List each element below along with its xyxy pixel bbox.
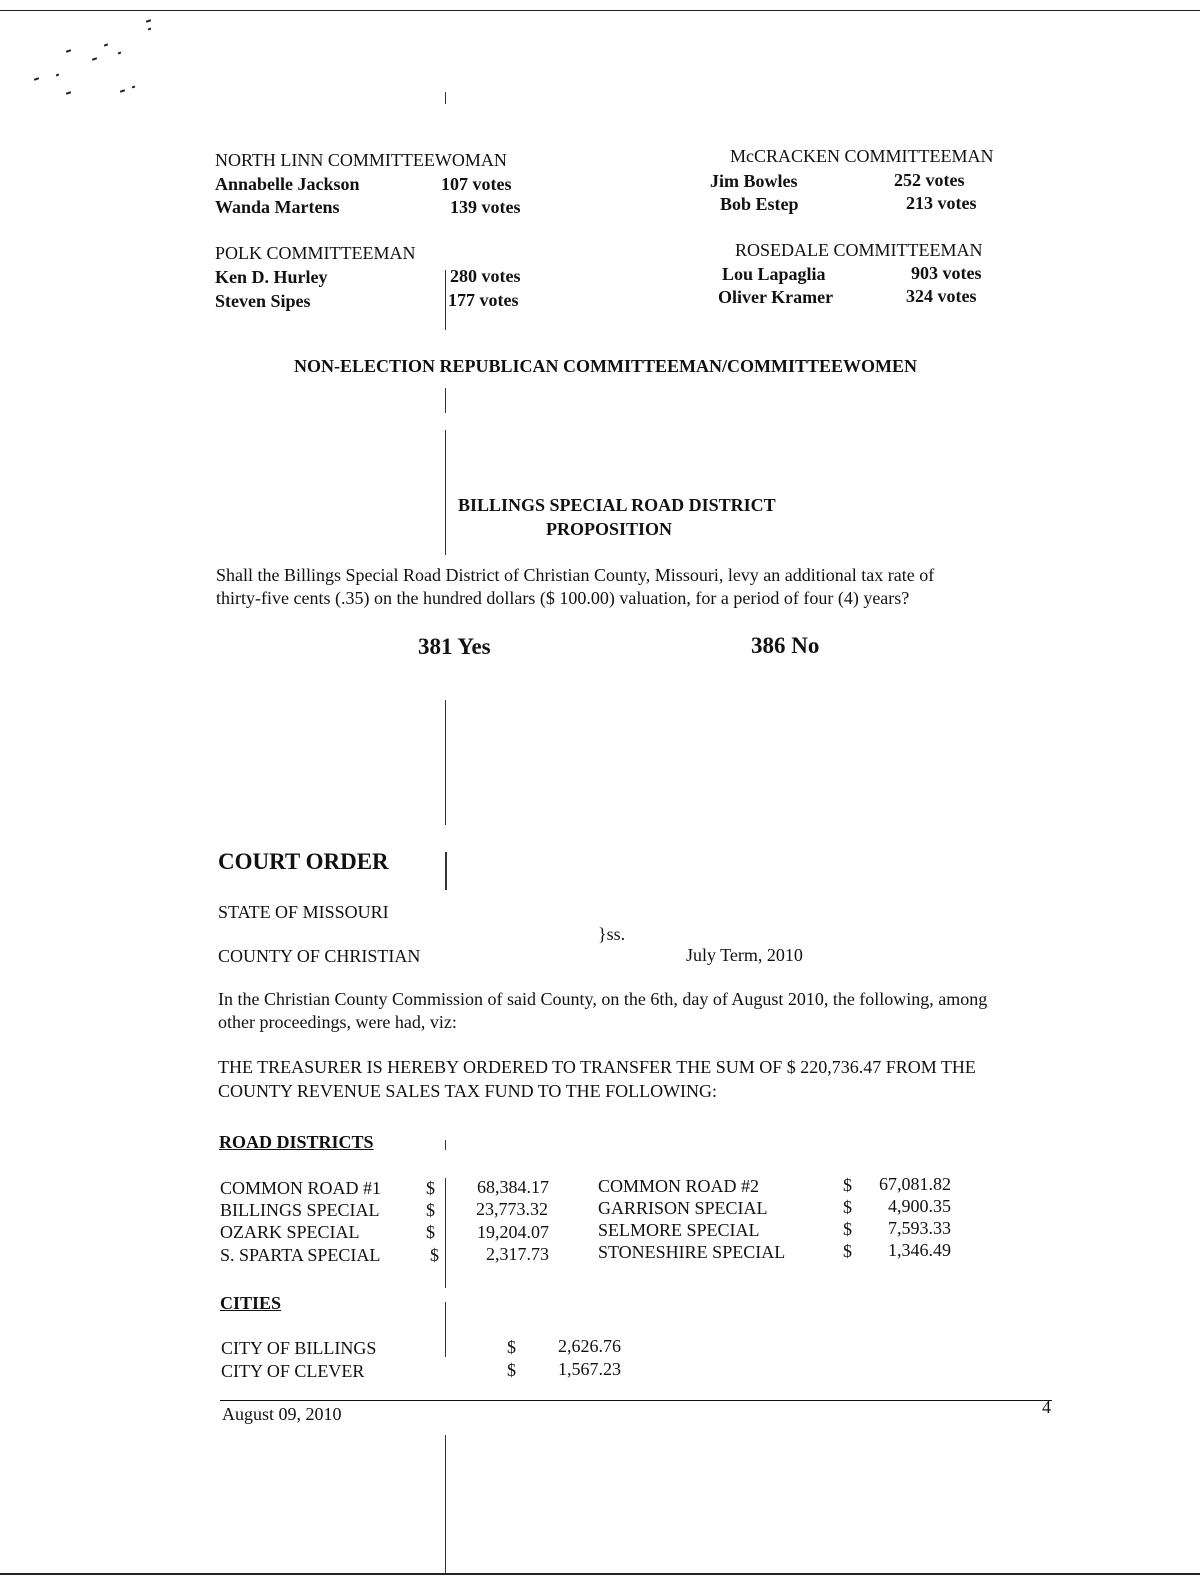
road-district-amount: 4,900.35 xyxy=(888,1196,951,1216)
candidate-name: Annabelle Jackson xyxy=(215,174,360,194)
candidate-name: Jim Bowles xyxy=(710,171,798,191)
candidate-name: Steven Sipes xyxy=(215,291,311,311)
order-line2: COUNTY REVENUE SALES TAX FUND TO THE FOLLOWING: xyxy=(218,1081,718,1101)
proposition-no-count: 386 No xyxy=(751,633,820,658)
footer-date: August 09, 2010 xyxy=(222,1404,342,1424)
ss-label: }ss. xyxy=(598,924,626,944)
city-amount: 2,626.76 xyxy=(558,1336,621,1356)
proposition-question-line2: thirty-five cents (.35) on the hundred dollars ($ 100.00) valuation, for a period of four (4) years? xyxy=(216,588,910,608)
footer-rule xyxy=(220,1400,1052,1401)
polk-title: POLK COMMITTEEMAN xyxy=(215,243,416,263)
road-district-amount: 2,317.73 xyxy=(486,1244,549,1264)
city-name: CITY OF CLEVER xyxy=(221,1361,365,1381)
intro-line2: other proceedings, were had, viz: xyxy=(218,1012,457,1032)
currency-symbol: $ xyxy=(843,1175,852,1195)
currency-symbol: $ xyxy=(507,1337,516,1357)
candidate-votes: 213 votes xyxy=(906,193,977,213)
candidate-votes: 903 votes xyxy=(911,263,982,283)
candidate-name: Oliver Kramer xyxy=(718,287,834,307)
road-district-name: SELMORE SPECIAL xyxy=(598,1220,760,1240)
road-district-name: OZARK SPECIAL xyxy=(220,1222,360,1242)
road-district-amount: 23,773.32 xyxy=(476,1199,548,1219)
road-district-amount: 67,081.82 xyxy=(879,1174,951,1194)
proposition-yes-count: 381 Yes xyxy=(418,634,491,659)
road-district-name: STONESHIRE SPECIAL xyxy=(598,1242,786,1262)
currency-symbol: $ xyxy=(843,1219,852,1239)
road-district-name: BILLINGS SPECIAL xyxy=(220,1200,380,1220)
term-label: July Term, 2010 xyxy=(686,945,803,965)
currency-symbol: $ xyxy=(843,1197,852,1217)
city-name: CITY OF BILLINGS xyxy=(221,1338,377,1358)
currency-symbol: $ xyxy=(843,1241,852,1261)
currency-symbol: $ xyxy=(426,1178,435,1198)
non-election-heading: NON-ELECTION REPUBLICAN COMMITTEEMAN/COMMITTEEWOMEN xyxy=(294,356,918,376)
candidate-name: Lou Lapaglia xyxy=(722,264,826,284)
candidate-name: Wanda Martens xyxy=(215,197,340,217)
city-amount: 1,567.23 xyxy=(558,1359,621,1379)
candidate-name: Bob Estep xyxy=(720,194,799,214)
scan-bottom-border xyxy=(0,1573,1200,1575)
road-district-name: COMMON ROAD #2 xyxy=(598,1176,760,1196)
candidate-votes: 324 votes xyxy=(906,286,977,306)
state-label: STATE OF MISSOURI xyxy=(218,902,389,922)
road-district-amount: 7,593.33 xyxy=(888,1218,951,1238)
candidate-votes: 252 votes xyxy=(894,170,965,190)
order-line1: THE TREASURER IS HEREBY ORDERED TO TRANSFER THE SUM OF $ 220,736.47 FROM THE xyxy=(218,1057,976,1077)
candidate-votes: 280 votes xyxy=(450,266,521,286)
cities-heading: CITIES xyxy=(220,1293,282,1313)
currency-symbol: $ xyxy=(426,1200,435,1220)
page-number: 4 xyxy=(1042,1397,1051,1417)
candidate-votes: 107 votes xyxy=(441,174,512,194)
scan-top-border xyxy=(0,10,1200,11)
proposition-question-line1: Shall the Billings Special Road District of Christian County, Missouri, levy an additional tax rate of xyxy=(216,565,935,585)
road-district-amount: 19,204.07 xyxy=(477,1222,549,1242)
road-district-name: S. SPARTA SPECIAL xyxy=(220,1245,381,1265)
court-order-heading: COURT ORDER xyxy=(218,849,389,874)
county-label: COUNTY OF CHRISTIAN xyxy=(218,946,421,966)
currency-symbol: $ xyxy=(430,1245,439,1265)
road-district-name: GARRISON SPECIAL xyxy=(598,1198,768,1218)
north-linn-title: NORTH LINN COMMITTEEWOMAN xyxy=(215,150,507,170)
currency-symbol: $ xyxy=(426,1222,435,1242)
candidate-name: Ken D. Hurley xyxy=(215,267,328,287)
candidate-votes: 139 votes xyxy=(450,197,521,217)
candidate-votes: 177 votes xyxy=(448,290,519,310)
road-districts-heading: ROAD DISTRICTS xyxy=(219,1132,374,1152)
intro-line1: In the Christian County Commission of said County, on the 6th, day of August 2010, the following, among xyxy=(218,989,988,1009)
mccracken-title: McCRACKEN COMMITTEEMAN xyxy=(730,146,994,166)
road-district-amount: 1,346.49 xyxy=(888,1240,951,1260)
road-district-amount: 68,384.17 xyxy=(477,1177,549,1197)
rosedale-title: ROSEDALE COMMITTEEMAN xyxy=(735,240,983,260)
currency-symbol: $ xyxy=(507,1360,516,1380)
proposition-title-line1: BILLINGS SPECIAL ROAD DISTRICT xyxy=(458,495,776,515)
proposition-title-line2: PROPOSITION xyxy=(546,519,673,539)
road-district-name: COMMON ROAD #1 xyxy=(220,1178,382,1198)
